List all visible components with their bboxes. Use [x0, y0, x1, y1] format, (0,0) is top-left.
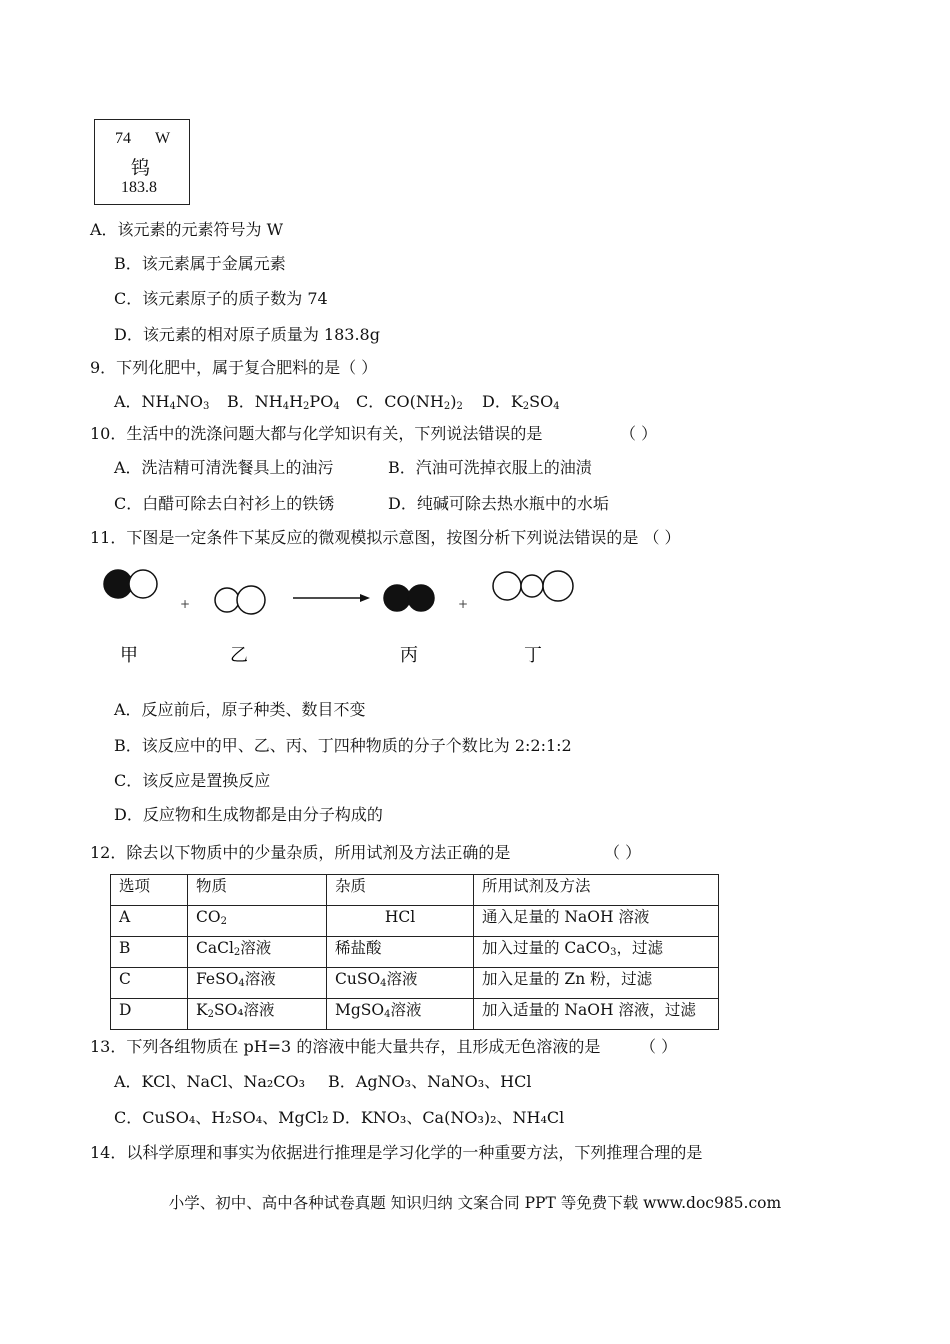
molecule-jia [104, 570, 157, 598]
q10-option-d: D．纯碱可除去热水瓶中的水垢 [388, 494, 609, 513]
cell-option: D [111, 999, 188, 1030]
atom-white [129, 570, 157, 598]
label-ding: 丁 [524, 645, 542, 666]
atom-black [104, 570, 132, 598]
atom-white [521, 575, 543, 597]
table-header-row [111, 875, 719, 906]
table-row [111, 968, 719, 999]
q13-option-d: D．KNO₃、Ca(NO₃)₂、NH₄Cl [332, 1108, 565, 1127]
q10-option-b: B．汽油可洗掉衣服上的油渍 [388, 458, 592, 477]
header-substance: 物质 [188, 875, 327, 906]
plus-sign-1: + [180, 597, 191, 611]
q10-stem: 10．生活中的洗涤问题大都与化学知识有关，下列说法错误的是 [90, 424, 543, 443]
q9-stem: 9．下列化肥中，属于复合肥料的是（ ） [90, 358, 378, 377]
table-row [111, 906, 719, 937]
header-method: 所用试剂及方法 [474, 875, 719, 906]
q14-stem: 14．以科学原理和事实为依据进行推理是学习化学的一种重要方法，下列推理合理的是 [90, 1143, 703, 1162]
element-name: 钨 [131, 158, 151, 179]
cell-method: 加入过量的 CaCO$_3$，过滤 [474, 937, 719, 968]
atom-white [215, 588, 239, 612]
page-footer: 小学、初中、高中各种试卷真题 知识归纳 文案合同 PPT 等免费下载 www.doc985.com [168, 1194, 782, 1212]
cell-substance: $CO_2$ [188, 906, 327, 937]
atom-white [237, 586, 265, 614]
q9-option-a: A．$NH_4NO_3$ [114, 392, 210, 412]
q8-option-d: D．该元素的相对原子质量为 183.8g [114, 325, 380, 344]
q10-option-c: C．白醋可除去白衬衫上的铁锈 [114, 494, 335, 513]
cell-substance: CaCl$_2$溶液 [188, 937, 327, 968]
q12-stem: 12．除去以下物质中的少量杂质，所用试剂及方法正确的是 [90, 843, 511, 862]
atom-white [493, 572, 521, 600]
plus-sign-2: + [458, 597, 469, 611]
q11-option-c: C．该反应是置换反应 [114, 771, 271, 790]
table-row [111, 999, 719, 1030]
q11-option-a: A．反应前后，原子种类、数目不变 [114, 700, 366, 719]
label-jia: 甲 [120, 645, 138, 666]
atomic-mass: 183.8 [121, 179, 157, 196]
q10-option-a: A．洗洁精可清洗餐具上的油污 [114, 458, 334, 477]
q9-option-c: C．$CO(NH_2)_2$ [356, 392, 463, 412]
q8-option-a: A．该元素的元素符号为 W [90, 220, 284, 239]
label-yi: 乙 [230, 645, 248, 666]
q9-option-d: D．$K_2SO_4$ [482, 392, 560, 412]
cell-option: C [111, 968, 188, 999]
q12-answer-paren: （ ） [604, 843, 642, 862]
cell-method: 加入足量的 Zn 粉，过滤 [474, 968, 719, 999]
q9-option-b: B．$NH_4H_2PO_4$ [227, 392, 340, 412]
cell-impurity: MgSO$_4$溶液 [327, 999, 474, 1030]
atom-black [408, 585, 434, 611]
q11-option-d: D．反应物和生成物都是由分子构成的 [114, 805, 383, 824]
header-impurity: 杂质 [327, 875, 474, 906]
q13-stem: 13．下列各组物质在 pH=3 的溶液中能大量共存，且形成无色溶液的是 [90, 1037, 601, 1056]
q12-table [110, 874, 719, 1030]
q8-option-b: B．该元素属于金属元素 [114, 254, 286, 273]
q13-answer-paren: （ ） [640, 1037, 678, 1056]
cell-substance: FeSO$_4$溶液 [188, 968, 327, 999]
q13-option-c: C．CuSO₄、H₂SO₄、MgCl₂ [114, 1108, 329, 1127]
header-option: 选项 [111, 875, 188, 906]
q13-option-a: A．KCl、NaCl、Na₂CO₃ [114, 1072, 306, 1091]
reaction-arrow-icon [293, 594, 370, 602]
atom-black [384, 585, 410, 611]
element-symbol: W [155, 130, 171, 147]
atom-white [543, 571, 573, 601]
q10-answer-paren: （ ） [620, 424, 658, 443]
molecule-bing [384, 585, 434, 611]
table-row [111, 937, 719, 968]
q8-option-c: C．该元素原子的质子数为 74 [114, 289, 328, 308]
q11-stem: 11．下图是一定条件下某反应的微观模拟示意图，按图分析下列说法错误的是 （ ） [90, 528, 681, 547]
q13-option-b: B．AgNO₃、NaNO₃、HCl [328, 1072, 532, 1091]
molecule-ding [493, 571, 573, 601]
cell-method: 通入足量的 NaOH 溶液 [474, 906, 719, 937]
label-bing: 丙 [400, 645, 418, 666]
cell-impurity: 稀盐酸 [327, 937, 474, 968]
cell-impurity: CuSO$_4$溶液 [327, 968, 474, 999]
cell-option: B [111, 937, 188, 968]
cell-method: 加入适量的 NaOH 溶液，过滤 [474, 999, 719, 1030]
cell-option: A [111, 906, 188, 937]
atomic-number: 74 [115, 130, 131, 147]
cell-impurity: HCl [327, 906, 474, 937]
molecule-yi [215, 586, 265, 614]
cell-substance: $K_2SO_4$溶液 [188, 999, 327, 1030]
q11-option-b: B．该反应中的甲、乙、丙、丁四种物质的分子个数比为 2:2:1:2 [114, 736, 572, 755]
